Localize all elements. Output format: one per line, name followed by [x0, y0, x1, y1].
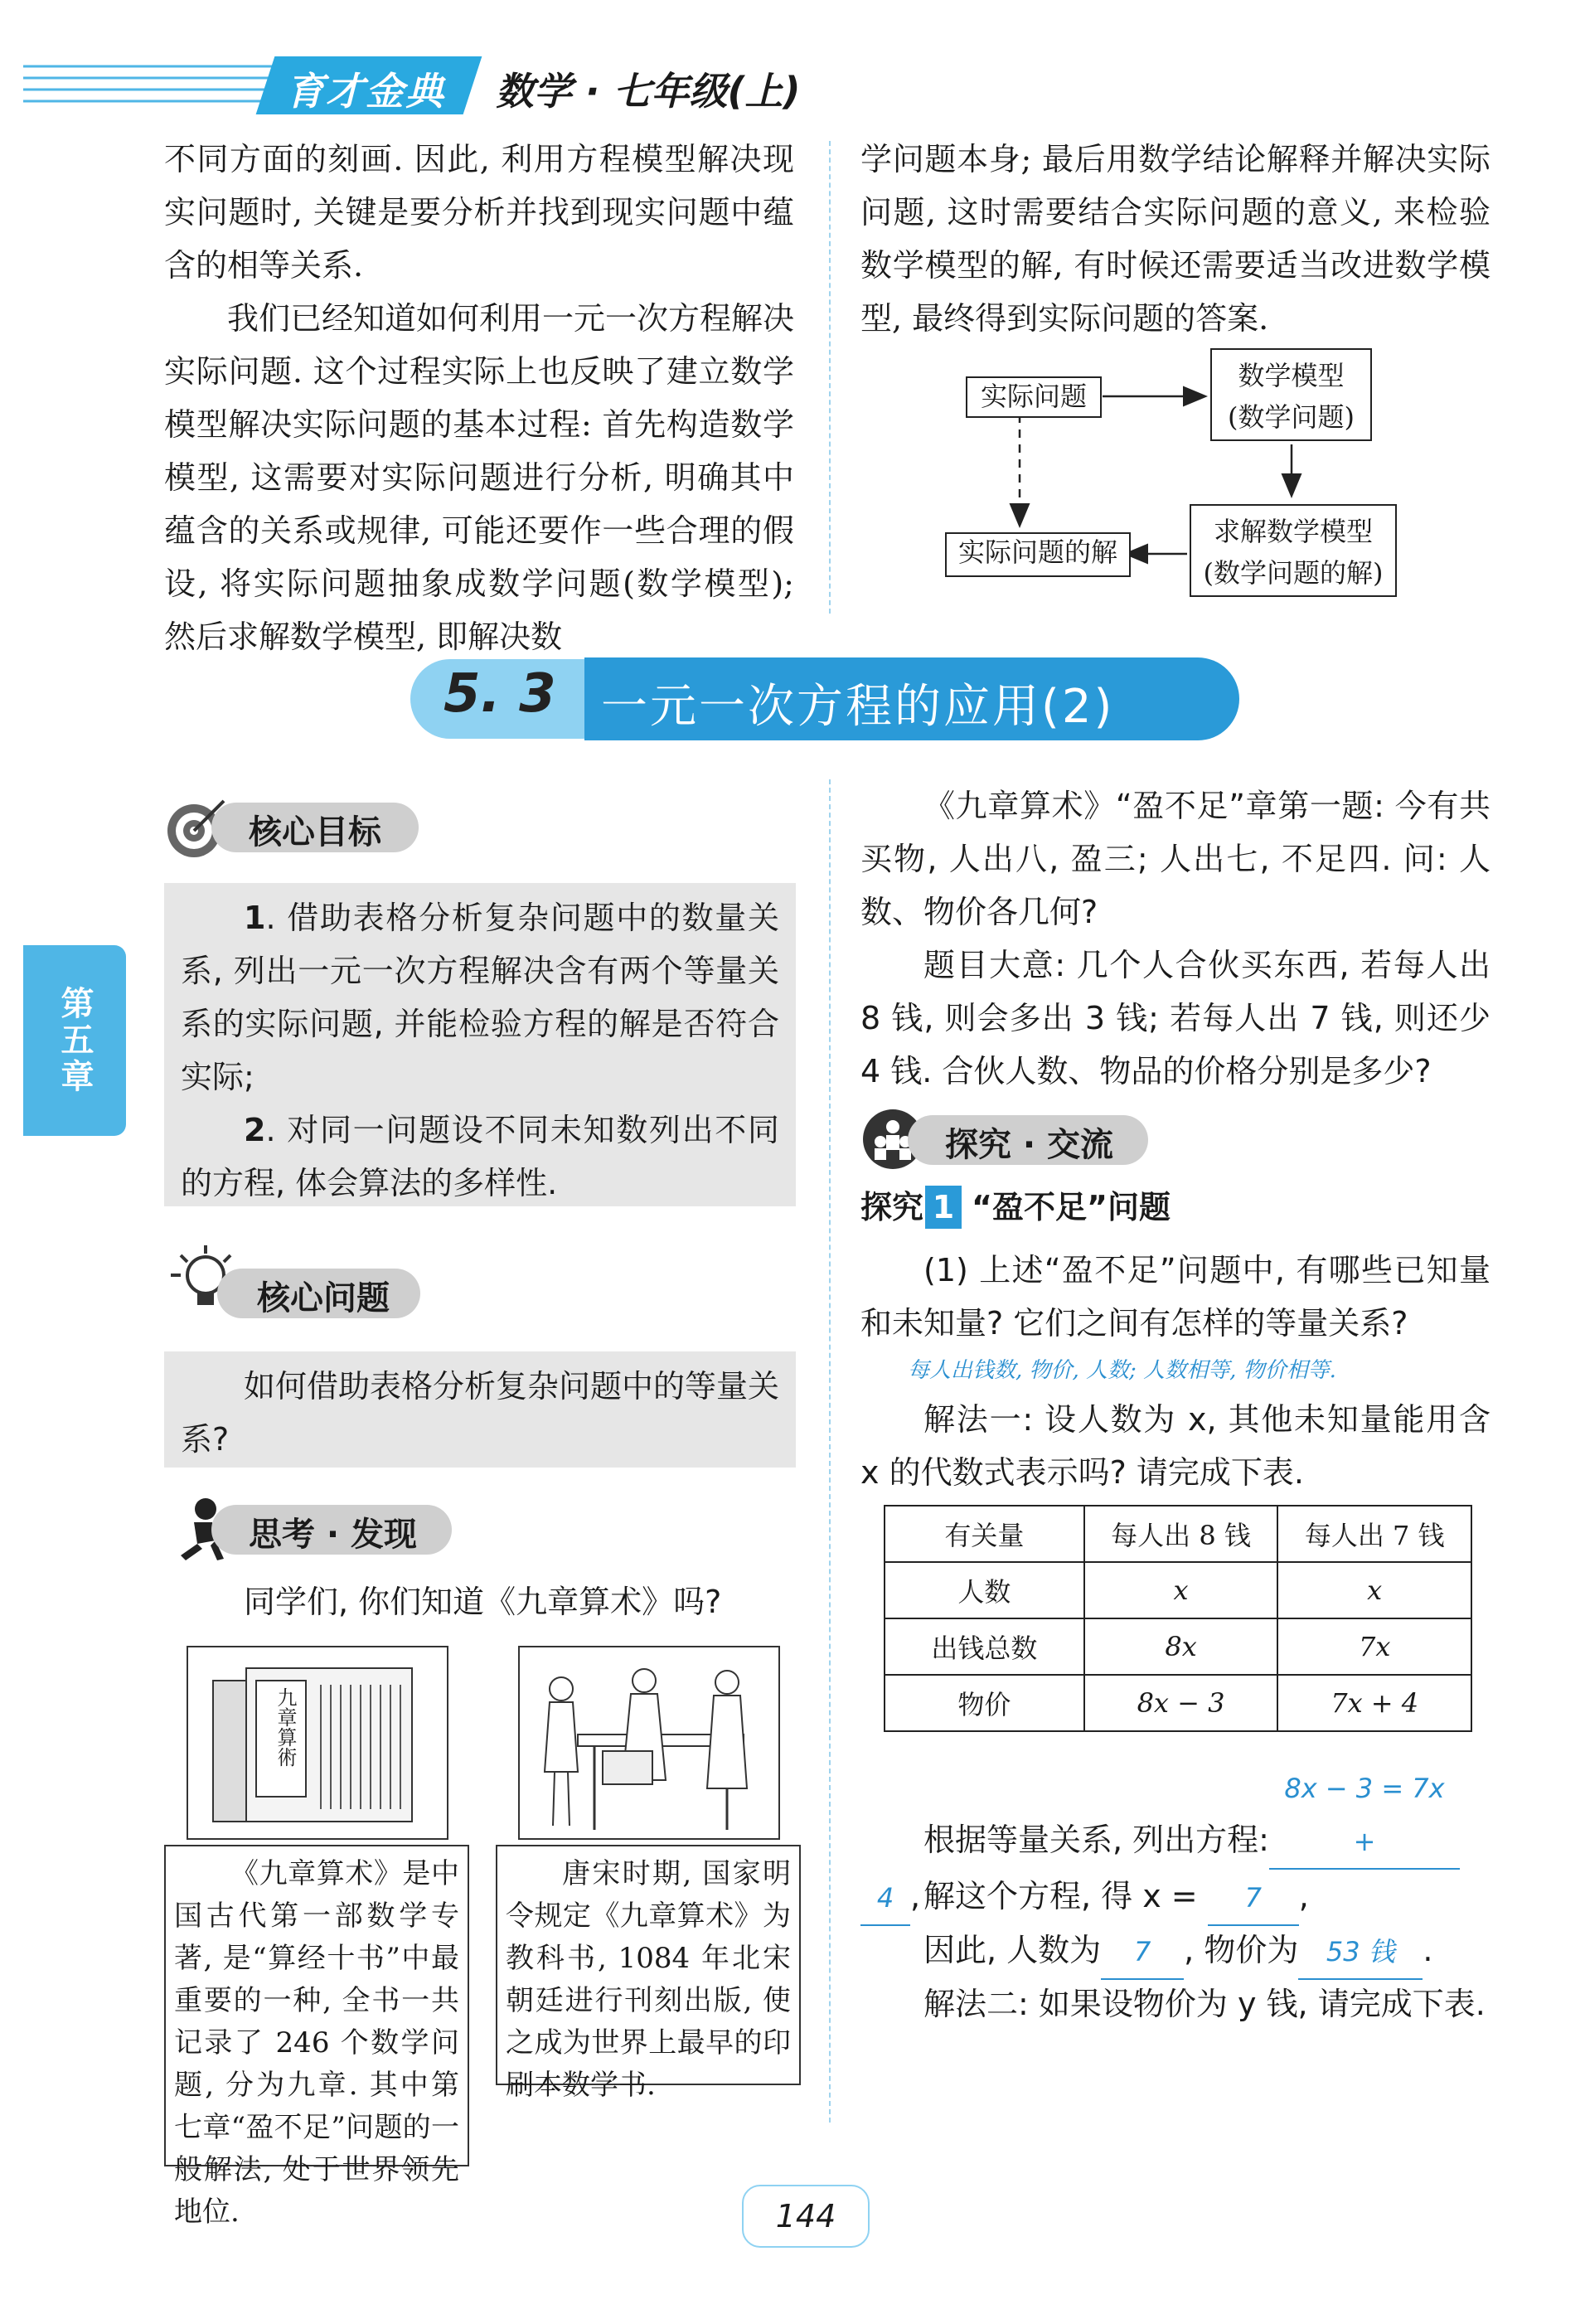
equation-answer[interactable]: 8x − 3 = 7x +: [1269, 1762, 1460, 1870]
caption-text: 《九章算术》是中国古代第一部数学专著, 是“算经十书”中最重要的一种, 全书一共记录了 246 个数学问题, 分为九章. 其中第七章“盈不足”问题的一般解法, 处于世界领先地位.: [174, 1857, 459, 2229]
table-header-row: [885, 1506, 1471, 1562]
paragraph: 学问题本身; 最后用数学结论解释并解决实际问题, 这时需要结合实际问题的意义, 来检验数学模型的解, 有时候还需要适当改进数学模型, 最终得到实际问题的答案.: [860, 141, 1490, 337]
flowchart: [937, 340, 1426, 605]
flow-label: (数学问题的解): [1203, 557, 1384, 589]
header-decoration: [23, 58, 288, 116]
flow-label: 数学模型: [1238, 360, 1345, 391]
column-divider: [829, 779, 831, 2123]
method2-wrap: [860, 1977, 1490, 2030]
equation-label: 根据等量关系, 列出方程:: [923, 1822, 1269, 1858]
price-answer[interactable]: 53 钱: [1298, 1925, 1423, 1980]
core-question-text-wrap: [181, 1360, 779, 1466]
flow-label: (数学问题): [1228, 401, 1355, 433]
method2: 解法二: 如果设物价为 y 钱, 请完成下表.: [923, 1986, 1486, 2022]
section-number: 5. 3: [444, 663, 556, 725]
table-cell: 8x: [1084, 1618, 1278, 1675]
core-goals-list: [181, 891, 779, 1210]
table-header: 每人出 8 钱: [1084, 1506, 1278, 1562]
table-cell: 出钱总数: [885, 1618, 1084, 1675]
solve-answer[interactable]: 7: [1208, 1871, 1299, 1926]
caption-box-2: [496, 1845, 801, 2102]
flow-box-real-solution: [945, 532, 1131, 577]
explore1-title-text: “盈不足”问题: [972, 1189, 1171, 1225]
caption-box-1: [164, 1845, 469, 2229]
goal-text: . 对同一问题设不同未知数列出不同的方程, 体会算法的多样性.: [181, 1112, 779, 1201]
goal-number: 1: [244, 900, 266, 936]
handwritten-answer: 每人出钱数, 物价, 人数; 人数相等, 物价相等.: [908, 1358, 1336, 1383]
flow-box-solve-model: [1190, 504, 1397, 597]
problem-intro: 《九章算术》“盈不足”章第一题: 今有共买物, 人出八, 盈三; 人出七, 不足四. 问: 人数、物价各几何?: [860, 788, 1490, 930]
table-cell: x: [1277, 1562, 1471, 1618]
table-cell: 人数: [885, 1562, 1084, 1618]
think-heading: 思考 · 发现: [249, 1516, 418, 1554]
table-row: [885, 1562, 1471, 1618]
solve-line: [923, 1870, 1309, 1926]
goal-text: . 借助表格分析复杂问题中的数量关系, 列出一元一次方程解决含有两个等量关系的实际问题, 并能检验方程的解是否符合实际;: [181, 900, 779, 1095]
equation-answer-cont[interactable]: 4: [860, 1871, 910, 1926]
goal-item: [181, 1104, 779, 1210]
paragraph: 我们已经知道如何利用一元一次方程解决实际问题. 这个过程实际上也反映了建立数学模型解决实际问题的基本过程: 首先构造数学模型, 这需要对实际问题进行分析, 明确其中蕴含的关系或规律, 可能还要作一些合理的假设, 将实际问题抽象成数学问题(数学模型); 然后求解数学模型, 即解决数: [164, 300, 795, 655]
table-header: 每人出 7 钱: [1277, 1506, 1471, 1562]
people-answer[interactable]: 7: [1101, 1925, 1184, 1980]
question1-wrap: [860, 1244, 1490, 1350]
caption-text: 唐宋时期, 国家明令规定《九章算术》为教科书, 1084 年北宋朝廷进行刊刻出版, 使之成为世界上最早的印刷本数学书.: [506, 1857, 791, 2102]
explore1-title: [860, 1186, 1171, 1229]
table-row: [885, 1618, 1471, 1675]
hence-line: [923, 1924, 1432, 1980]
method1-wrap: [860, 1393, 1490, 1499]
header-brand: 育才金典: [286, 69, 445, 114]
goal-item: [181, 891, 779, 1104]
table-cell: 物价: [885, 1675, 1084, 1731]
page-number: 144: [742, 2185, 870, 2248]
table-row: [885, 1675, 1471, 1731]
think-text-wrap: [181, 1575, 794, 1628]
scholars-image: [520, 1647, 778, 1838]
right-intro: [860, 779, 1490, 1098]
chapter-side-tab: 第五章: [23, 945, 126, 1136]
explore1-number: 1: [925, 1186, 962, 1229]
core-question-heading: 核心问题: [257, 1279, 390, 1317]
method1: 解法一: 设人数为 x, 其他未知量能用含 x 的代数式表示吗? 请完成下表.: [860, 1401, 1490, 1491]
problem-meaning: 题目大意: 几个人合伙买东西, 若每人出 8 钱, 则会多出 3 钱; 若每人出 7 钱, 则还少 4 钱. 合伙人数、物品的价格分别是多少?: [860, 947, 1490, 1089]
solve-label: 解这个方程, 得 x =: [923, 1878, 1198, 1914]
punctuation: ,: [910, 1878, 921, 1914]
core-question-text: 如何借助表格分析复杂问题中的等量关系?: [181, 1368, 780, 1458]
explore-heading: 探究 · 交流: [945, 1126, 1114, 1164]
hence-label: 因此, 人数为: [923, 1932, 1102, 1968]
column-divider: [829, 141, 831, 614]
header-subtitle: 数学 · 七年级(上): [496, 69, 801, 114]
book-illustration: [187, 1646, 448, 1840]
punctuation: ,: [1298, 1878, 1309, 1914]
quantity-table: [884, 1505, 1472, 1732]
flow-label: 实际问题的解: [957, 536, 1117, 568]
scholars-illustration: [518, 1646, 780, 1840]
book-image: [188, 1647, 447, 1838]
hence-mid: , 物价为: [1184, 1932, 1299, 1968]
top-left-column: [164, 133, 794, 663]
paragraph: 不同方面的刻画. 因此, 利用方程模型解决现实问题时, 关键是要分析并找到现实问题中蕴含的相等关系.: [164, 141, 794, 284]
question1: (1) 上述“盈不足”问题中, 有哪些已知量和未知量? 它们之间有怎样的等量关系?: [860, 1252, 1490, 1342]
table-cell: x: [1084, 1562, 1278, 1618]
core-goals-heading: 核心目标: [249, 813, 381, 851]
table-header: 有关量: [885, 1506, 1084, 1562]
explore1-tag: 探究: [860, 1189, 924, 1225]
top-right-column: [860, 133, 1490, 345]
goal-number: 2: [244, 1112, 266, 1148]
flow-label: 求解数学模型: [1213, 516, 1373, 547]
think-text: 同学们, 你们知道《九章算术》吗?: [244, 1584, 722, 1620]
table-cell: 7x: [1277, 1618, 1471, 1675]
table-cell: 7x + 4: [1277, 1675, 1471, 1731]
flow-label: 实际问题: [980, 381, 1087, 412]
flow-box-real-problem: [966, 376, 1102, 418]
table-cell: 8x − 3: [1084, 1675, 1278, 1731]
flow-box-math-model: [1210, 348, 1372, 441]
punctuation: .: [1423, 1932, 1433, 1968]
book-cover-title: 九章算術: [274, 1687, 297, 1767]
section-title: 一元一次方程的应用(2): [601, 680, 1115, 734]
